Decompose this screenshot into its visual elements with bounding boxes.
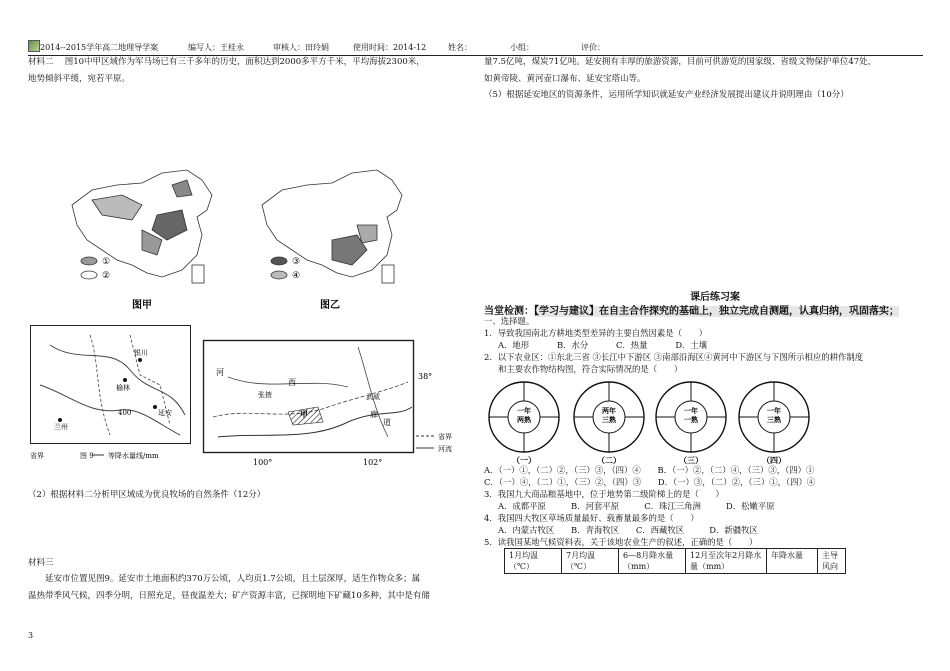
map10-he: 河 bbox=[216, 368, 224, 377]
q2-options-cd: C．（一）④，（二）①，（三）②，（四）③ D．（一）③，（二）②，（三）①，（四）④ bbox=[484, 477, 816, 487]
wheel1-label: （一） bbox=[512, 455, 536, 465]
isohyet-value: 400 bbox=[118, 409, 132, 417]
question-5: （5）根据延安地区的资源条件，运用所学知识就延安产业经济发展提出建议并说明理由（10分） bbox=[484, 90, 849, 100]
map10-wuwei: 武威 bbox=[366, 393, 380, 401]
map10-jia: 甲 bbox=[300, 409, 308, 419]
cont-line1: 量7.5亿吨，煤炭71亿吨。延安拥有丰厚的旅游资源，目前可供游览的国家级、省级文物保护单位47处， bbox=[484, 57, 877, 67]
header-eval: 评价： bbox=[581, 43, 605, 52]
wheel2-label: （二） bbox=[597, 455, 621, 465]
fig9-label: 图 9 bbox=[80, 452, 94, 460]
climate-table bbox=[504, 548, 846, 574]
wheel3-label: （三） bbox=[679, 455, 703, 465]
q1-options: A．地形 B．水分 C．热量 D．土壤 bbox=[498, 340, 708, 350]
check-text: 【学习与建议】在自主合作探究的基础上，独立完成自测题，认真归纳，巩固落实； bbox=[534, 306, 899, 317]
legend-3: ③ bbox=[292, 257, 301, 267]
header-date: 使用时间：2014-12 bbox=[353, 43, 427, 52]
q3: 3．我国九大商品粮基地中，位于地势第二级阶梯上的是（ ） bbox=[484, 489, 724, 499]
q5-choice: 5．读我国某地气候资料表，关于该地农业生产的叙述，正确的是（ ） bbox=[484, 537, 758, 547]
map-yi bbox=[262, 170, 402, 283]
q2-line2: 和主要农作物结构图，符合实际情况的是（ ） bbox=[498, 364, 683, 374]
legend-2: ② bbox=[102, 271, 111, 281]
page-number: 3 bbox=[28, 631, 34, 640]
q2-options-ab: A．（一）①，（二）②，（三）③，（四）④ B．（一）②，（二）④，（三）③，（四）① bbox=[484, 465, 815, 475]
figure-9-map bbox=[30, 325, 195, 470]
part1-label: 一、选择题。 bbox=[484, 316, 535, 326]
m3-line1: 延安市位置见图9。延安市土地面积约370万公顷，人均页1.7公顷，且土层深厚，适生作物众多；属 bbox=[45, 574, 421, 584]
legend-1: ① bbox=[102, 257, 111, 267]
m2-line2: 地势倾斜平缓，宛若平原。 bbox=[28, 74, 131, 84]
th-jan-temp: 1月均温（℃） bbox=[505, 549, 562, 574]
figure-10-map bbox=[198, 337, 468, 477]
th-annual-precip: 年降水量 bbox=[767, 549, 818, 574]
question-2: （2）根据材料二分析甲区域成为优良牧场的自然条件（12分） bbox=[28, 490, 266, 500]
header-name: 姓名： bbox=[448, 43, 472, 52]
china-maps-figure bbox=[62, 165, 432, 315]
city-yanan: 延安 bbox=[158, 409, 172, 417]
city-yinchuan: 银川 bbox=[134, 349, 148, 357]
check-line bbox=[484, 302, 899, 317]
header-group: 小组： bbox=[510, 43, 534, 52]
th-wind: 主导风向 bbox=[818, 549, 846, 574]
legend-river-label: 河流 bbox=[438, 445, 452, 453]
fig-jia-label: 图甲 bbox=[132, 300, 152, 311]
material3-title: 材料三 bbox=[28, 558, 54, 568]
q2-line1: 2．以下农业区：①东北三省 ③长江中下游区 ③南部沿海区④黄河中下游区与下图所示相应的耕作制度 bbox=[484, 352, 864, 362]
th-summer-precip: 6—8月降水量（mm） bbox=[619, 549, 686, 574]
q4: 4．我国四大牧区草场质量最好、载畜量最多的是（ ） bbox=[484, 513, 699, 523]
lat-38: 38° bbox=[418, 372, 433, 381]
wheel1-center: 一年两熟 bbox=[517, 406, 531, 424]
cont-line2: 如黄帝陵、黄河壶口瀑布、延安宝塔山等。 bbox=[484, 74, 646, 84]
m3-line2: 温热带季风气候，四季分明，日照充足，昼夜温差大；矿产资源丰富，已探明地下矿藏10多种，其中是有储 bbox=[28, 591, 430, 601]
isohyet-label: 等降水量线/mm bbox=[108, 452, 159, 460]
th-jul-temp: 7月均温（℃） bbox=[562, 549, 619, 574]
city-lanzhou: 兰州 bbox=[54, 423, 68, 431]
map10-xi: 西 bbox=[288, 378, 296, 387]
lon-102: 102° bbox=[363, 458, 383, 467]
climate-table-header bbox=[505, 549, 846, 574]
section-title: 课后练习案 bbox=[690, 292, 740, 303]
city-yulin: 榆林 bbox=[116, 384, 130, 392]
crop-wheels bbox=[484, 375, 824, 465]
prov-border-label: 省界 bbox=[30, 452, 44, 460]
header-logo bbox=[28, 40, 40, 52]
legend-border-label: 省界 bbox=[438, 433, 452, 441]
legend-4: ④ bbox=[292, 271, 301, 281]
fig-yi-label: 图乙 bbox=[320, 300, 340, 311]
th-winter-precip: 12月至次年2月降水量（mm） bbox=[686, 549, 767, 574]
wheel4-label: （四） bbox=[762, 455, 786, 465]
check-label: 当堂检测： bbox=[484, 306, 534, 317]
material3 bbox=[28, 571, 468, 605]
material2 bbox=[28, 54, 468, 88]
q1: 1．导致我国南北方耕地类型差异的主要自然因素是（ ） bbox=[484, 328, 708, 338]
material3-cont bbox=[484, 54, 924, 88]
header-author: 编写人：王桂永 bbox=[188, 43, 244, 52]
map10-zhangye: 张掖 bbox=[258, 391, 272, 399]
header-year: 2014--2015学年高二地理导学案 bbox=[40, 43, 159, 52]
m2-line1: 材料二 图10中甲区域作为军马场已有三千多年的历史，面积达到2000多平方千米，平均海拔2300米， bbox=[28, 57, 425, 67]
map10-dao: 道 bbox=[383, 418, 391, 427]
header-reviewer: 审核人：田玲娟 bbox=[273, 43, 329, 52]
wheel2-center: 两年三熟 bbox=[602, 406, 616, 424]
q3-options: A．成都平原 B．河套平原 C．珠江三角洲 D．松嫩平原 bbox=[498, 501, 775, 511]
lon-100: 100° bbox=[253, 458, 273, 467]
wheel4-center: 一年三熟 bbox=[767, 406, 781, 424]
q4-options: A．内蒙古牧区 B．青海牧区 C．西藏牧区 D．新疆牧区 bbox=[498, 525, 758, 535]
map-jia bbox=[72, 170, 212, 283]
wheel3-center: 一年一熟 bbox=[684, 406, 698, 424]
map10-lang: 廊 bbox=[370, 410, 378, 419]
